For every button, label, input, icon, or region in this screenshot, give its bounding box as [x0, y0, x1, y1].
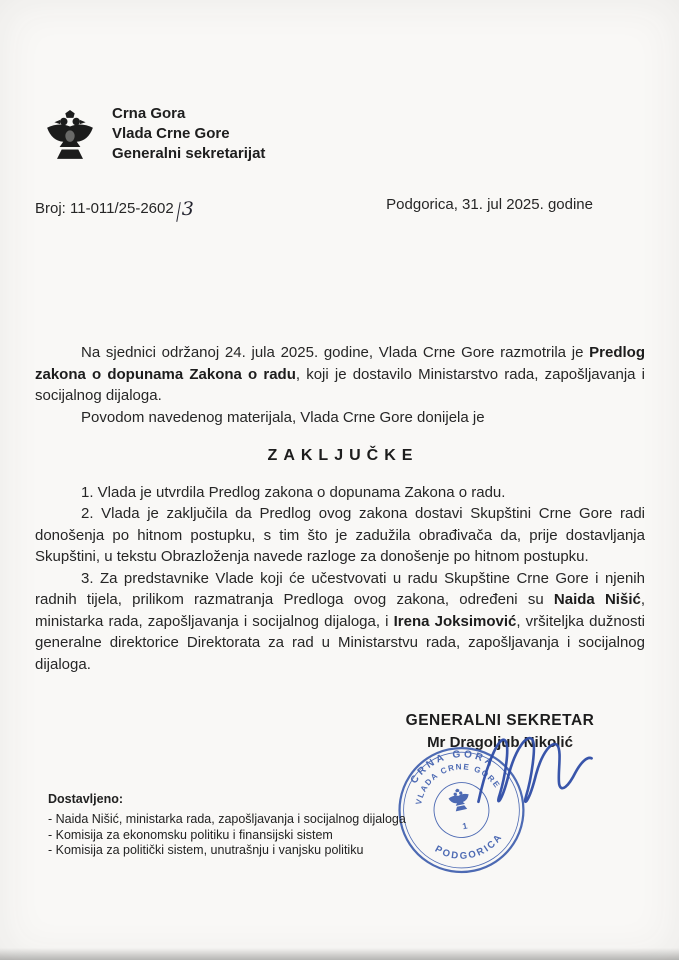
conclusion-item-3	[35, 568, 645, 676]
paragraph-intro	[35, 342, 645, 407]
item3-text-1: 3. Za predstavnike Vlade koji će učestvovati u radu Skupštine Crne Gore i njenih radnih tijela, prilikom razmatranja Predloga ovog zakona, određeni su	[35, 569, 645, 608]
stamp-arc-top-text: CRNA GORA	[408, 749, 498, 786]
handwritten-digit: 3	[181, 198, 194, 220]
conclusion-item-2: 2. Vlada je zaključila da Predlog ovog zakona dostavi Skupštini Crne Gore radi donošenja po hitnom postupku, s tim što je zadužila obrađivača da, prije dostavljanja Skupštini, u tekstu Obrazloženja navede razloge za donošenje po hitnom postupku.	[35, 505, 645, 565]
scan-edge-shadow	[0, 948, 679, 960]
conclusions-heading: ZAKLJUČKE	[267, 447, 419, 464]
person-name-naida-nisic: Naida Nišić	[553, 591, 641, 608]
signatory-title: GENERALNI SEKRETAR	[405, 712, 595, 729]
law-title-bold: Predlog zakona o dopunama Zakona o radu	[35, 344, 645, 383]
signatory-name: Mr Dragoljub Nikolić	[427, 734, 573, 751]
svg-text:PODGORICA	[431, 830, 508, 869]
handwritten-signature	[468, 726, 600, 822]
document-body	[35, 342, 645, 675]
person-name-irena-joksimovic: Irena Joksimović	[393, 612, 517, 630]
signature-ink-path	[478, 738, 591, 802]
coat-of-arms-icon	[44, 104, 96, 166]
letterhead-text	[112, 104, 265, 164]
place-date: Podgorica, 31. jul 2025. godine	[386, 196, 593, 213]
intro-text-2: , koji je dostavilo Ministarstvo rada, zapošljavanja i socijalnog dijaloga.	[35, 365, 645, 404]
letterhead-government: Vlada Crne Gore	[112, 125, 230, 142]
letterhead-department: Generalni sekretarijat	[112, 145, 266, 162]
stamp-arc-inner-text: VLADA CRNE GORE	[414, 762, 503, 806]
stamp-number: 1	[461, 820, 469, 832]
handwritten-slash	[176, 202, 180, 222]
distribution-item: - Komisija za politički sistem, unutrašnju i vanjsku politiku	[48, 843, 364, 857]
conclusion-item-1: 1. Vlada je utvrdila Predlog zakona o dopunama Zakona o radu.	[81, 483, 506, 501]
intro-text-1: Na sjednici održanoj 24. jula 2025. godine, Vlada Crne Gore razmotrila je	[81, 344, 590, 361]
reference-number-text: Broj: 11-011/25-2602	[35, 200, 174, 217]
paragraph-povodom: Povodom navedenog materijala, Vlada Crne Gore donijela je	[81, 408, 485, 426]
distribution-list	[48, 792, 406, 859]
distribution-item: - Komisija za ekonomsku politiku i finansijski sistem	[48, 827, 333, 842]
reference-number	[35, 196, 194, 218]
distribution-title: Dostavljeno:	[48, 792, 124, 806]
item3-text-2: , ministarka rada, zapošljavanja i socijalnog dijaloga, i	[35, 591, 645, 630]
stamp-arc-bottom-text: PODGORICA	[432, 831, 506, 862]
reference-row	[35, 196, 593, 218]
letterhead-country: Crna Gora	[112, 105, 186, 122]
letterhead	[44, 104, 265, 166]
item3-text-3: , vršiteljka dužnosti generalne direktorice Direktorata za rad u Ministarstvu rada, zapošljavanja i socijalnog dijaloga.	[35, 612, 645, 673]
distribution-item: - Naida Nišić, ministarka rada, zapošljavanja i socijalnog dijaloga	[48, 812, 406, 826]
